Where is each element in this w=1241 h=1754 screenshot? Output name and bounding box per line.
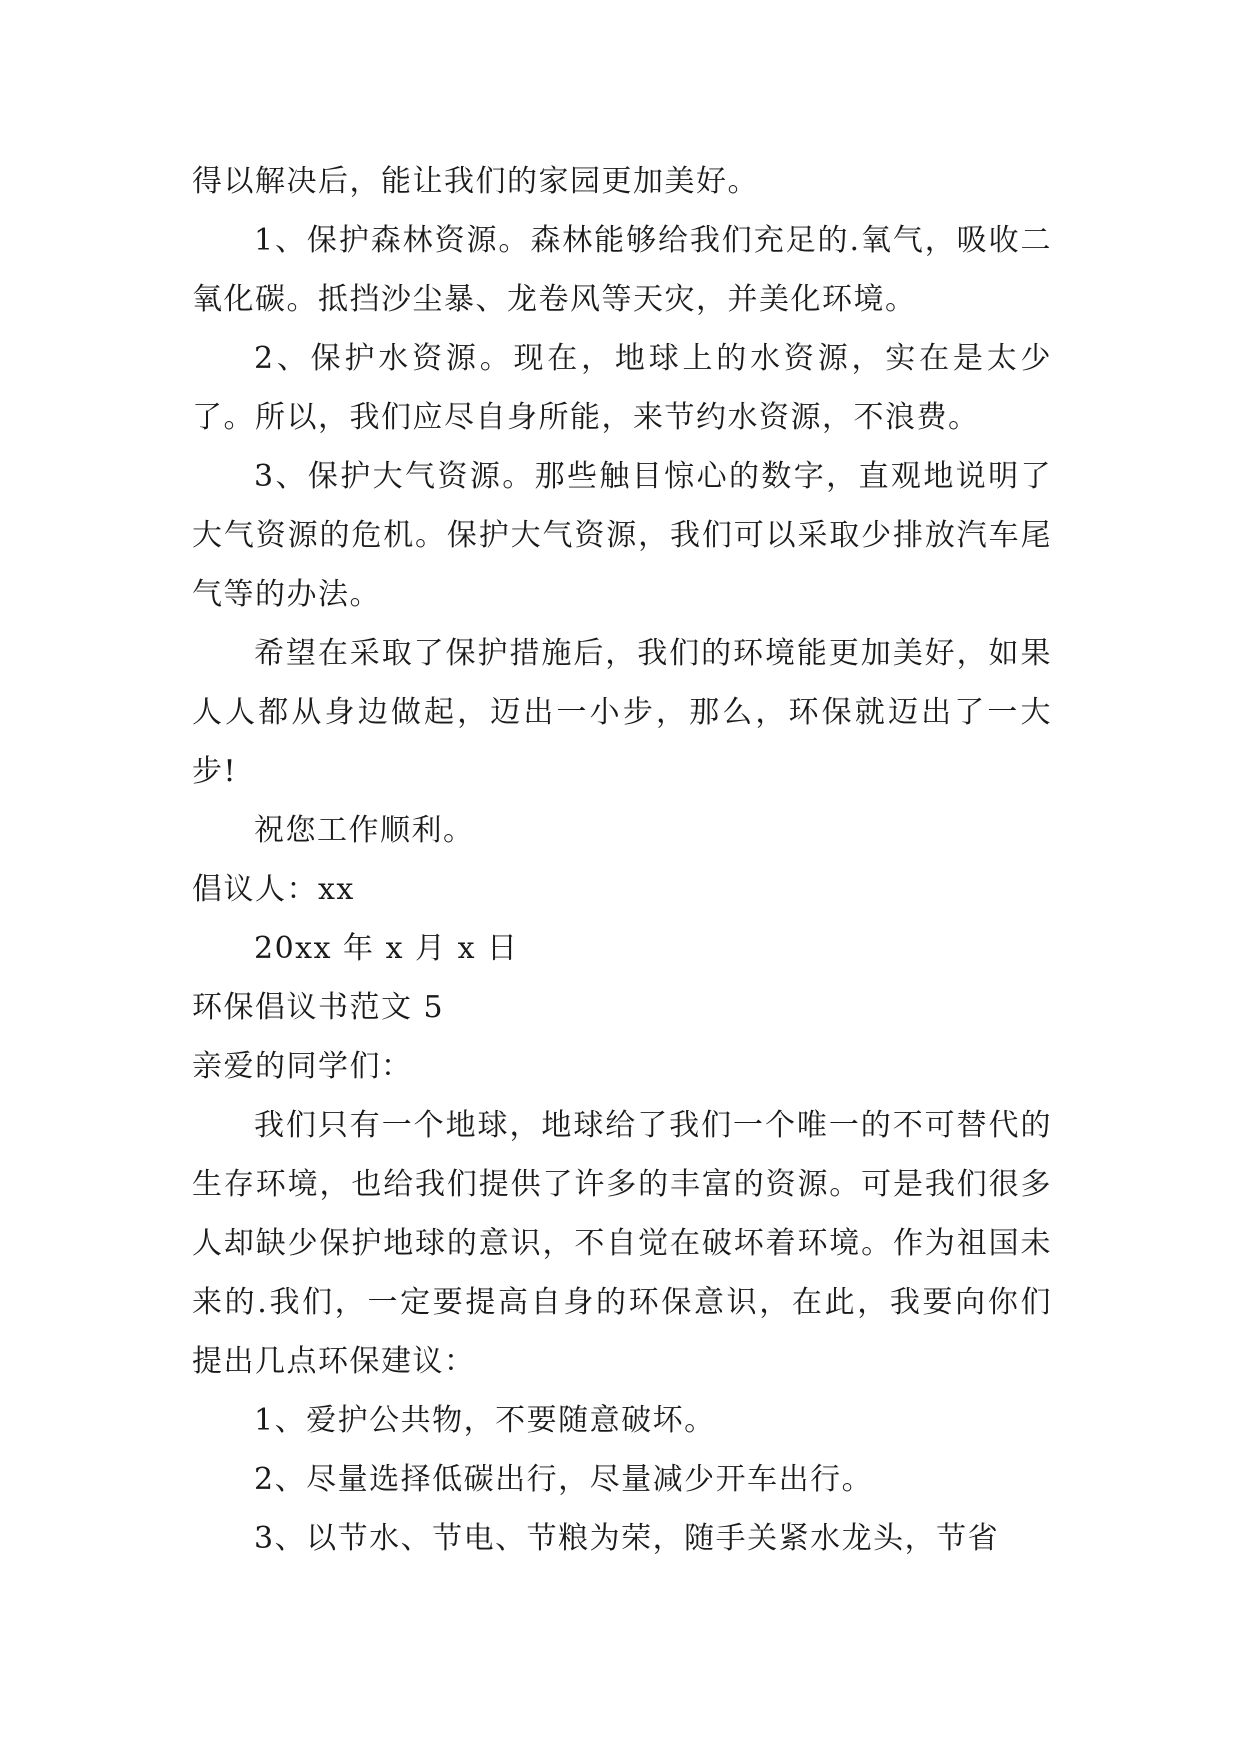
signature-line: 倡议人：xx	[192, 872, 355, 907]
paragraph-intro: 我们只有一个地球，地球给了我们一个唯一的不可替代的生存环境，也给我们提供了许多的丰富的资源。可是我们很多人却缺少保护地球的意识，不自觉在破坏着环境。作为祖国未来的.我们，一定要提高自身的环保意识，在此，我要向你们提出几点环保建议：	[192, 1108, 1052, 1379]
paragraph-closing: 祝您工作顺利。	[254, 813, 475, 848]
suggestion-item-1: 1、爱护公共物，不要随意破坏。	[254, 1403, 716, 1438]
date-line: 20xx 年 x 月 x 日	[254, 931, 519, 966]
section-title: 环保倡议书范文 5	[192, 990, 445, 1025]
paragraph-water: 2、保护水资源。现在，地球上的水资源，实在是太少了。所以，我们应尽自身所能，来节约水资源，不浪费。	[192, 341, 1052, 435]
paragraph-continuation: 得以解决后，能让我们的家园更加美好。	[192, 164, 759, 199]
paragraph-hope: 希望在采取了保护措施后，我们的环境能更加美好，如果人人都从身边做起，迈出一小步，那么，环保就迈出了一大步!	[192, 636, 1052, 789]
paragraph-air: 3、保护大气资源。那些触目惊心的数字，直观地说明了大气资源的危机。保护大气资源，我们可以采取少排放汽车尾气等的办法。	[192, 459, 1052, 612]
salutation: 亲爱的同学们：	[192, 1049, 413, 1084]
suggestion-item-2: 2、尽量选择低碳出行，尽量减少开车出行。	[254, 1462, 874, 1497]
paragraph-forest: 1、保护森林资源。森林能够给我们充足的.氧气，吸收二氧化碳。抵挡沙尘暴、龙卷风等天灾，并美化环境。	[192, 223, 1052, 317]
document-body	[192, 152, 1052, 1568]
suggestion-item-3: 3、以节水、节电、节粮为荣，随手关紧水龙头，节省	[254, 1521, 1000, 1556]
